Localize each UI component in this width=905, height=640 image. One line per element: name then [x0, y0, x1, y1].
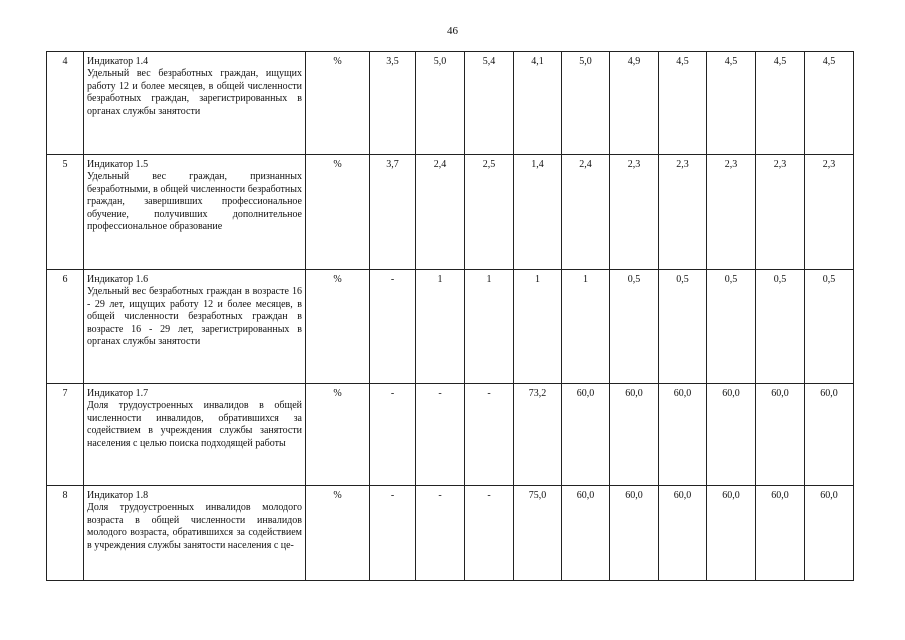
value-cell: 60,0 [707, 486, 756, 581]
indicators-table [46, 51, 854, 581]
indicator-title: Индикатор 1.4 [87, 56, 149, 67]
value-cell: 60,0 [707, 384, 756, 486]
indicator-text: Удельный вес безработных граждан в возрасте 16 - 29 лет, ищущих работу 12 и более месяцев, в общей численности безработных граждан в возрасте 16 - 29 лет, зарегистрированных в органах службы занятости [87, 286, 302, 348]
value-cell: 73,2 [514, 384, 562, 486]
value-cell: 2,5 [465, 155, 514, 270]
value-cell: 3,5 [370, 52, 416, 155]
value-cell: 60,0 [659, 486, 707, 581]
unit-cell: % [306, 270, 370, 384]
value-cell: 5,4 [465, 52, 514, 155]
value-cell: 0,5 [805, 270, 854, 384]
value-cell: 60,0 [562, 486, 610, 581]
value-cell: 0,5 [756, 270, 805, 384]
value-cell: 4,5 [805, 52, 854, 155]
indicator-description [84, 486, 306, 581]
value-cell: - [465, 384, 514, 486]
value-cell: 4,1 [514, 52, 562, 155]
value-cell: - [465, 486, 514, 581]
table-row [47, 155, 854, 270]
table-row [47, 486, 854, 581]
value-cell: 0,5 [707, 270, 756, 384]
table-row [47, 384, 854, 486]
table-row [47, 52, 854, 155]
unit-cell: % [306, 384, 370, 486]
value-cell: 2,4 [562, 155, 610, 270]
value-cell: 60,0 [805, 486, 854, 581]
indicator-title: Индикатор 1.8 [87, 490, 149, 501]
value-cell: - [416, 486, 465, 581]
row-number: 5 [47, 155, 84, 270]
value-cell: 1,4 [514, 155, 562, 270]
value-cell: 0,5 [659, 270, 707, 384]
row-number: 6 [47, 270, 84, 384]
indicator-title: Индикатор 1.7 [87, 388, 149, 399]
indicator-text: Доля трудоустроенных инвалидов в общей численности инвалидов, обратившихся за содействием в учреждения службы занятости населения с целью поиска подходящей работы [87, 400, 302, 449]
indicator-text: Доля трудоустроенных инвалидов молодого возраста в общей численности инвалидов молодого возраста, обратившихся за содействием в учреждения службы занятости населения с це- [87, 502, 302, 551]
value-cell: 2,3 [805, 155, 854, 270]
row-number: 7 [47, 384, 84, 486]
value-cell: 2,3 [756, 155, 805, 270]
unit-cell: % [306, 155, 370, 270]
indicator-title: Индикатор 1.6 [87, 274, 149, 285]
value-cell: 60,0 [805, 384, 854, 486]
value-cell: 4,5 [659, 52, 707, 155]
value-cell: 2,3 [610, 155, 659, 270]
value-cell: 60,0 [610, 486, 659, 581]
value-cell: - [370, 270, 416, 384]
value-cell: 60,0 [756, 384, 805, 486]
value-cell: 2,3 [659, 155, 707, 270]
value-cell: 1 [514, 270, 562, 384]
value-cell: 1 [465, 270, 514, 384]
value-cell: - [370, 486, 416, 581]
value-cell: 60,0 [610, 384, 659, 486]
value-cell: 1 [562, 270, 610, 384]
value-cell: 2,3 [707, 155, 756, 270]
value-cell: 5,0 [416, 52, 465, 155]
value-cell: - [416, 384, 465, 486]
value-cell: 60,0 [756, 486, 805, 581]
value-cell: 4,5 [756, 52, 805, 155]
value-cell: 60,0 [659, 384, 707, 486]
indicator-title: Индикатор 1.5 [87, 159, 149, 170]
indicator-description [84, 155, 306, 270]
value-cell: - [370, 384, 416, 486]
value-cell: 3,7 [370, 155, 416, 270]
indicator-description [84, 52, 306, 155]
value-cell: 75,0 [514, 486, 562, 581]
page-number: 46 [447, 25, 458, 37]
row-number: 8 [47, 486, 84, 581]
indicator-text: Удельный вес граждан, признанных безработными, в общей численности безработных граждан, завершивших профессиональное обучение, получивших дополнительное профессиональное образование [87, 171, 302, 233]
value-cell: 4,9 [610, 52, 659, 155]
indicator-text: Удельный вес безработных граждан, ищущих работу 12 и более месяцев, в общей численности безработных граждан, зарегистрированных в органах службы занятости [87, 68, 302, 117]
indicator-description [84, 384, 306, 486]
unit-cell: % [306, 52, 370, 155]
unit-cell: % [306, 486, 370, 581]
table-body [47, 52, 854, 581]
row-number: 4 [47, 52, 84, 155]
value-cell: 60,0 [562, 384, 610, 486]
value-cell: 1 [416, 270, 465, 384]
value-cell: 0,5 [610, 270, 659, 384]
value-cell: 2,4 [416, 155, 465, 270]
value-cell: 4,5 [707, 52, 756, 155]
table-row [47, 270, 854, 384]
value-cell: 5,0 [562, 52, 610, 155]
indicator-description [84, 270, 306, 384]
